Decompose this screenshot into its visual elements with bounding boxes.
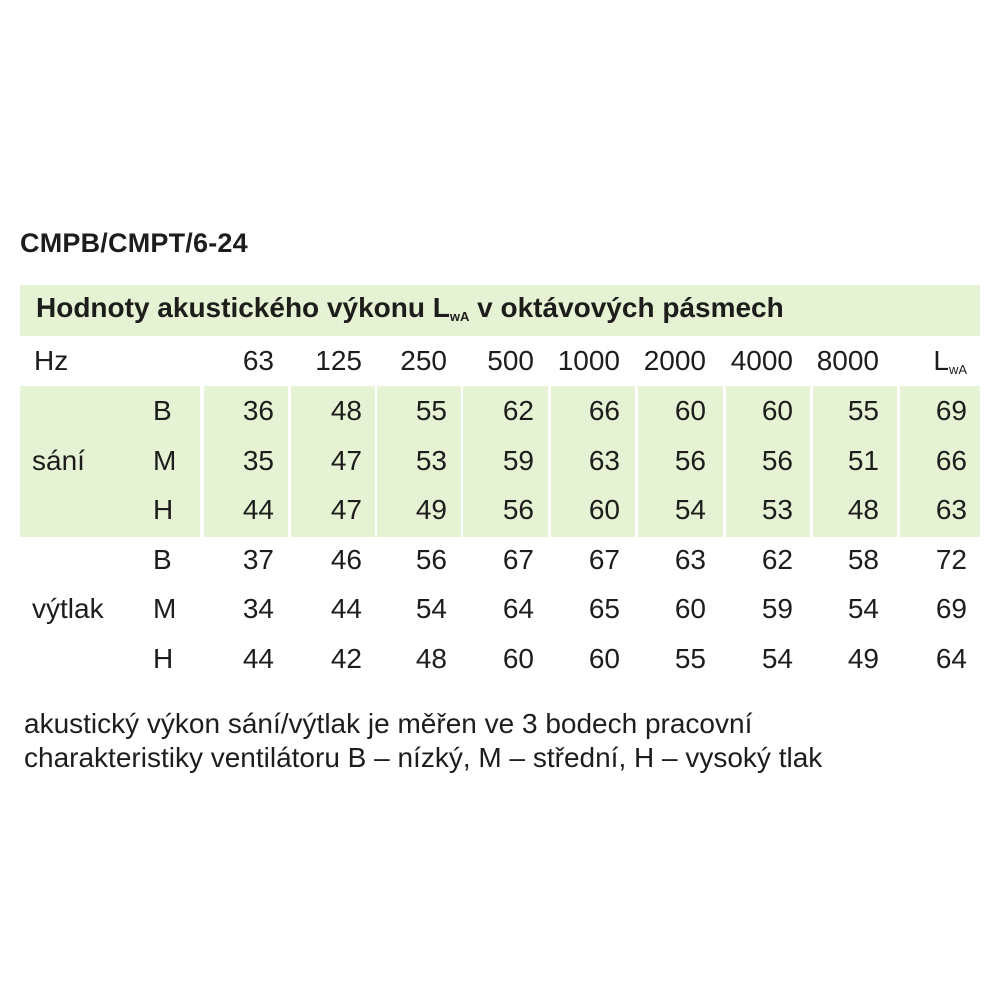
footnote [24,707,822,775]
value-cell: 54 [847,593,879,624]
freq-header: 500 [487,345,534,376]
value-cell: 54 [674,494,706,525]
total-cell: 72 [935,543,967,575]
value-cell: 56 [502,494,534,525]
value-cell: 60 [588,494,620,525]
value-cell: 47 [330,494,362,525]
table-title [36,292,784,324]
table-title-main: Hodnoty akustického výkonu L [36,292,450,323]
freq-header: 2000 [643,345,706,376]
value-cell: 47 [330,444,362,476]
value-cell: 59 [502,444,534,476]
freq-header: 63 [242,345,274,376]
value-cell: 48 [847,494,879,525]
freq-header: 1000 [557,345,620,376]
value-cell: 49 [847,642,879,674]
value-cell: 54 [761,642,793,674]
group-name: sání [32,444,85,476]
freq-header: 4000 [730,345,793,376]
value-cell: 46 [330,543,362,575]
value-cell: 34 [242,593,274,624]
value-cell: 44 [242,642,274,674]
value-cell: 63 [674,543,706,575]
value-cell: 60 [674,395,706,426]
value-cell: 44 [242,494,274,525]
value-cell: 36 [242,395,274,426]
value-cell: 55 [847,395,879,426]
value-cell: 62 [502,395,534,426]
value-cell: 48 [330,395,362,426]
total-cell: 64 [935,642,967,674]
total-cell: 63 [935,494,967,525]
value-cell: 67 [502,543,534,575]
value-cell: 55 [415,395,447,426]
table-title-sub: wA [449,309,470,324]
level-label: H [153,494,174,525]
value-cell: 55 [674,642,706,674]
value-cell: 56 [674,444,706,476]
level-label: H [153,642,174,674]
freq-header: 125 [315,345,362,376]
value-cell: 65 [588,593,620,624]
value-cell: 66 [588,395,620,426]
value-cell: 59 [761,593,793,624]
model-title: CMPB/CMPT/6-24 [20,228,248,258]
value-cell: 58 [847,543,879,575]
value-cell: 60 [674,593,706,624]
footnote-line-2: charakteristiky ventilátoru B – nízký, M – střední, H – vysoký tlak [24,742,823,773]
value-cell: 51 [847,444,879,476]
value-cell: 56 [761,444,793,476]
level-label: M [153,593,177,624]
value-cell: 53 [415,444,447,476]
freq-header: 8000 [816,345,879,376]
level-label: B [153,395,172,426]
value-cell: 54 [415,593,447,624]
value-cell: 48 [415,642,447,674]
value-cell: 56 [415,543,447,575]
hz-label: Hz [34,345,69,376]
value-cell: 62 [761,543,793,575]
freq-header: 250 [400,345,447,376]
value-cell: 49 [415,494,447,525]
value-cell: 60 [761,395,793,426]
total-cell: 69 [935,593,967,624]
total-header [883,336,967,385]
footnote-line-1: akustický výkon sání/výtlak je měřen ve 3 bodech pracovní [24,708,753,739]
value-cell: 42 [330,642,362,674]
value-cell: 35 [242,444,274,476]
total-header-sub: wA [948,362,967,377]
total-cell: 69 [935,395,967,426]
value-cell: 37 [242,543,274,575]
group-name: výtlak [32,593,104,624]
value-cell: 53 [761,494,793,525]
level-label: B [153,543,172,575]
value-cell: 44 [330,593,362,624]
total-cell: 66 [935,444,967,476]
value-cell: 63 [588,444,620,476]
value-cell: 60 [502,642,534,674]
value-cell: 60 [588,642,620,674]
total-header-main: L [933,345,949,376]
value-cell: 67 [588,543,620,575]
level-label: M [153,444,177,476]
table-title-tail: v oktávových pásmech [469,292,784,323]
value-cell: 64 [502,593,534,624]
